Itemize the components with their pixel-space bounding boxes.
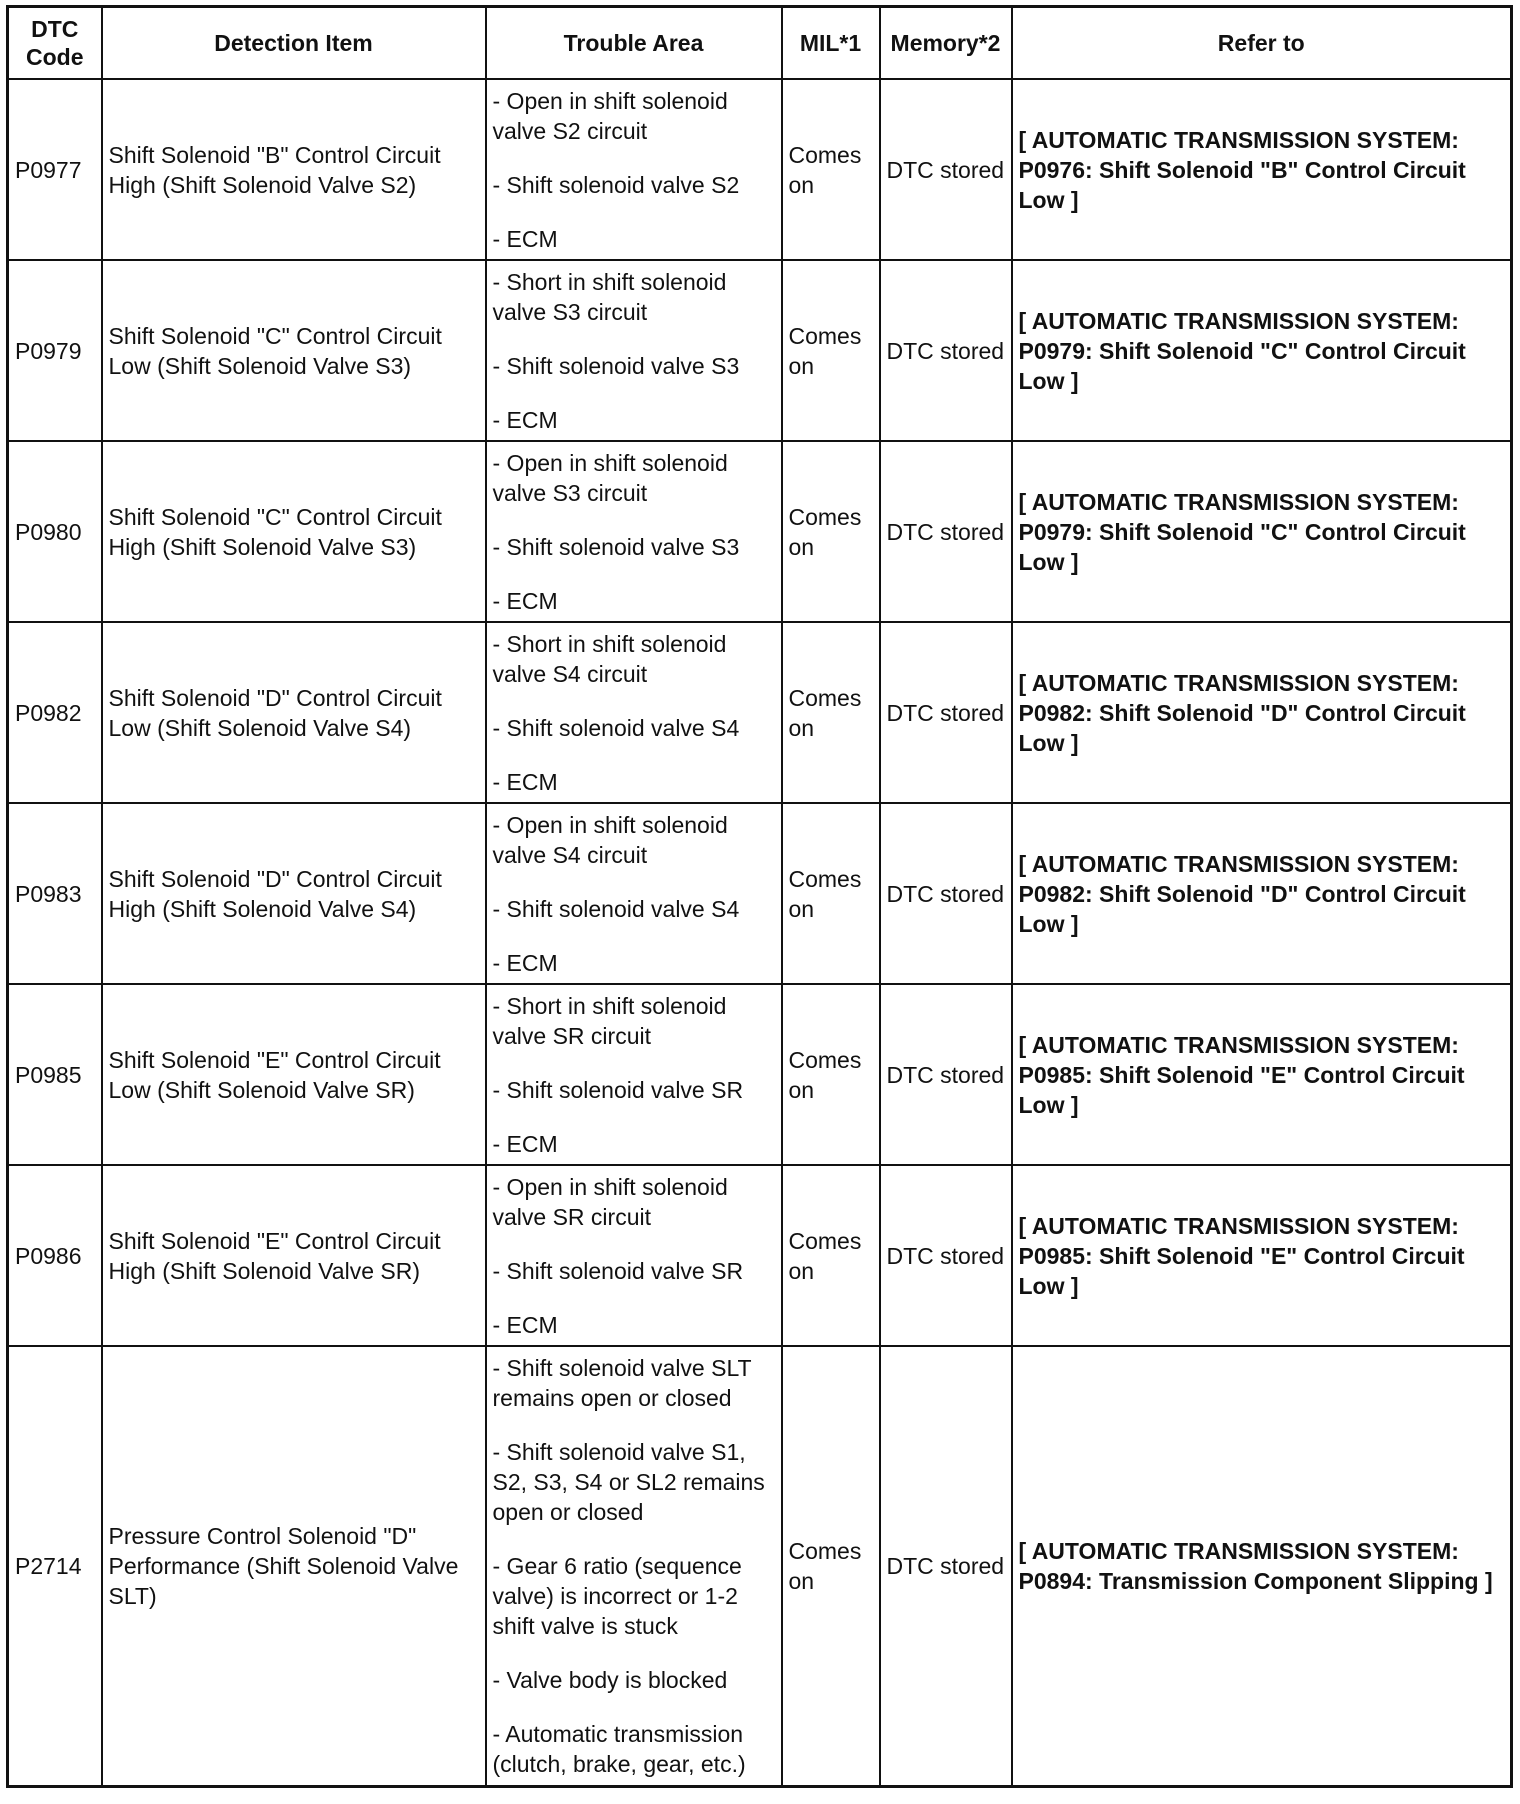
dtc-code: P0979 (8, 260, 102, 441)
refer-to-link[interactable]: [ AUTOMATIC TRANSMISSION SYSTEM: P0985: Shift Solenoid "E" Control Circuit Low ] (1012, 984, 1512, 1165)
trouble-area (486, 1165, 782, 1346)
trouble-area-item: - Automatic transmission (clutch, brake, gear, etc.) (492, 1721, 746, 1777)
trouble-area-item: - Short in shift solenoid valve SR circuit (492, 992, 727, 1049)
trouble-area-item: - ECM (492, 225, 558, 252)
trouble-area-item: - Short in shift solenoid valve S3 circuit (492, 268, 727, 325)
mil-status: Comes on (782, 441, 880, 622)
table-row (8, 1165, 1512, 1346)
dtc-code: P0985 (8, 984, 102, 1165)
header-detection-item: Detection Item (102, 7, 486, 80)
trouble-area-item: - Gear 6 ratio (sequence valve) is incorrect or 1-2 shift valve is stuck (492, 1553, 742, 1639)
trouble-area-item: - Shift solenoid valve SLT remains open or closed (492, 1355, 752, 1411)
header-refer-to: Refer to (1012, 7, 1512, 80)
memory-status: DTC stored (880, 984, 1012, 1165)
trouble-area-item: - Short in shift solenoid valve S4 circuit (492, 630, 727, 687)
dtc-code: P0986 (8, 1165, 102, 1346)
header-memory: Memory*2 (880, 7, 1012, 80)
memory-status: DTC stored (880, 260, 1012, 441)
trouble-area (486, 260, 782, 441)
trouble-area-item: - ECM (492, 768, 558, 795)
dtc-code: P2714 (8, 1346, 102, 1787)
trouble-area-item: - Open in shift solenoid valve S2 circuit (492, 87, 728, 144)
header-row (8, 7, 1512, 80)
trouble-area-item: - ECM (492, 587, 558, 614)
mil-status: Comes on (782, 79, 880, 260)
trouble-area-item: - Open in shift solenoid valve S4 circuit (492, 811, 728, 868)
header-dtc-code: DTC Code (8, 7, 102, 80)
refer-to-link[interactable]: [ AUTOMATIC TRANSMISSION SYSTEM: P0979: Shift Solenoid "C" Control Circuit Low ] (1012, 260, 1512, 441)
detection-item: Shift Solenoid "B" Control Circuit High (Shift Solenoid Valve S2) (102, 79, 486, 260)
memory-status: DTC stored (880, 79, 1012, 260)
detection-item: Shift Solenoid "C" Control Circuit High (Shift Solenoid Valve S3) (102, 441, 486, 622)
dtc-code: P0982 (8, 622, 102, 803)
trouble-area-item: - ECM (492, 1311, 558, 1338)
trouble-area (486, 1346, 782, 1787)
refer-to-link[interactable]: [ AUTOMATIC TRANSMISSION SYSTEM: P0985: Shift Solenoid "E" Control Circuit Low ] (1012, 1165, 1512, 1346)
refer-to-link[interactable]: [ AUTOMATIC TRANSMISSION SYSTEM: P0982: Shift Solenoid "D" Control Circuit Low ] (1012, 803, 1512, 984)
trouble-area-item: - Open in shift solenoid valve S3 circuit (492, 449, 728, 506)
mil-status: Comes on (782, 622, 880, 803)
memory-status: DTC stored (880, 1165, 1012, 1346)
trouble-area-item: - ECM (492, 406, 558, 433)
trouble-area-item: - Shift solenoid valve SR (492, 1257, 744, 1284)
trouble-area (486, 441, 782, 622)
memory-status: DTC stored (880, 803, 1012, 984)
mil-status: Comes on (782, 1165, 880, 1346)
trouble-area-item: - ECM (492, 949, 558, 976)
detection-item: Shift Solenoid "D" Control Circuit Low (Shift Solenoid Valve S4) (102, 622, 486, 803)
mil-status: Comes on (782, 984, 880, 1165)
detection-item: Shift Solenoid "E" Control Circuit Low (Shift Solenoid Valve SR) (102, 984, 486, 1165)
mil-status: Comes on (782, 1346, 880, 1787)
table-row (8, 260, 1512, 441)
dtc-code: P0983 (8, 803, 102, 984)
detection-item: Shift Solenoid "E" Control Circuit High (Shift Solenoid Valve SR) (102, 1165, 486, 1346)
memory-status: DTC stored (880, 622, 1012, 803)
trouble-area-item: - Shift solenoid valve SR (492, 1076, 744, 1103)
trouble-area-item: - Shift solenoid valve S2 (492, 171, 740, 198)
trouble-area-item: - Open in shift solenoid valve SR circuit (492, 1173, 728, 1230)
trouble-area (486, 622, 782, 803)
trouble-area-item: - Shift solenoid valve S3 (492, 352, 740, 379)
trouble-area-item: - ECM (492, 1130, 558, 1157)
dtc-table (6, 5, 1513, 1788)
table-row (8, 1346, 1512, 1787)
trouble-area-item: - Shift solenoid valve S4 (492, 714, 740, 741)
dtc-code: P0977 (8, 79, 102, 260)
dtc-code: P0980 (8, 441, 102, 622)
table-row (8, 622, 1512, 803)
header-trouble-area: Trouble Area (486, 7, 782, 80)
trouble-area (486, 984, 782, 1165)
refer-to-link[interactable]: [ AUTOMATIC TRANSMISSION SYSTEM: P0976: Shift Solenoid "B" Control Circuit Low ] (1012, 79, 1512, 260)
mil-status: Comes on (782, 803, 880, 984)
trouble-area-item: - Shift solenoid valve S3 (492, 533, 740, 560)
table-row (8, 441, 1512, 622)
detection-item: Shift Solenoid "D" Control Circuit High (Shift Solenoid Valve S4) (102, 803, 486, 984)
mil-status: Comes on (782, 260, 880, 441)
memory-status: DTC stored (880, 441, 1012, 622)
refer-to-link[interactable]: [ AUTOMATIC TRANSMISSION SYSTEM: P0894: Transmission Component Slipping ] (1012, 1346, 1512, 1787)
detection-item: Shift Solenoid "C" Control Circuit Low (Shift Solenoid Valve S3) (102, 260, 486, 441)
trouble-area (486, 79, 782, 260)
trouble-area-item: - Valve body is blocked (492, 1667, 728, 1693)
detection-item: Pressure Control Solenoid "D" Performance (Shift Solenoid Valve SLT) (102, 1346, 486, 1787)
table-row (8, 803, 1512, 984)
table-row (8, 984, 1512, 1165)
refer-to-link[interactable]: [ AUTOMATIC TRANSMISSION SYSTEM: P0979: Shift Solenoid "C" Control Circuit Low ] (1012, 441, 1512, 622)
trouble-area-item: - Shift solenoid valve S1, S2, S3, S4 or SL2 remains open or closed (492, 1439, 765, 1525)
trouble-area (486, 803, 782, 984)
memory-status: DTC stored (880, 1346, 1012, 1787)
refer-to-link[interactable]: [ AUTOMATIC TRANSMISSION SYSTEM: P0982: Shift Solenoid "D" Control Circuit Low ] (1012, 622, 1512, 803)
trouble-area-item: - Shift solenoid valve S4 (492, 895, 740, 922)
table-row (8, 79, 1512, 260)
header-mil: MIL*1 (782, 7, 880, 80)
